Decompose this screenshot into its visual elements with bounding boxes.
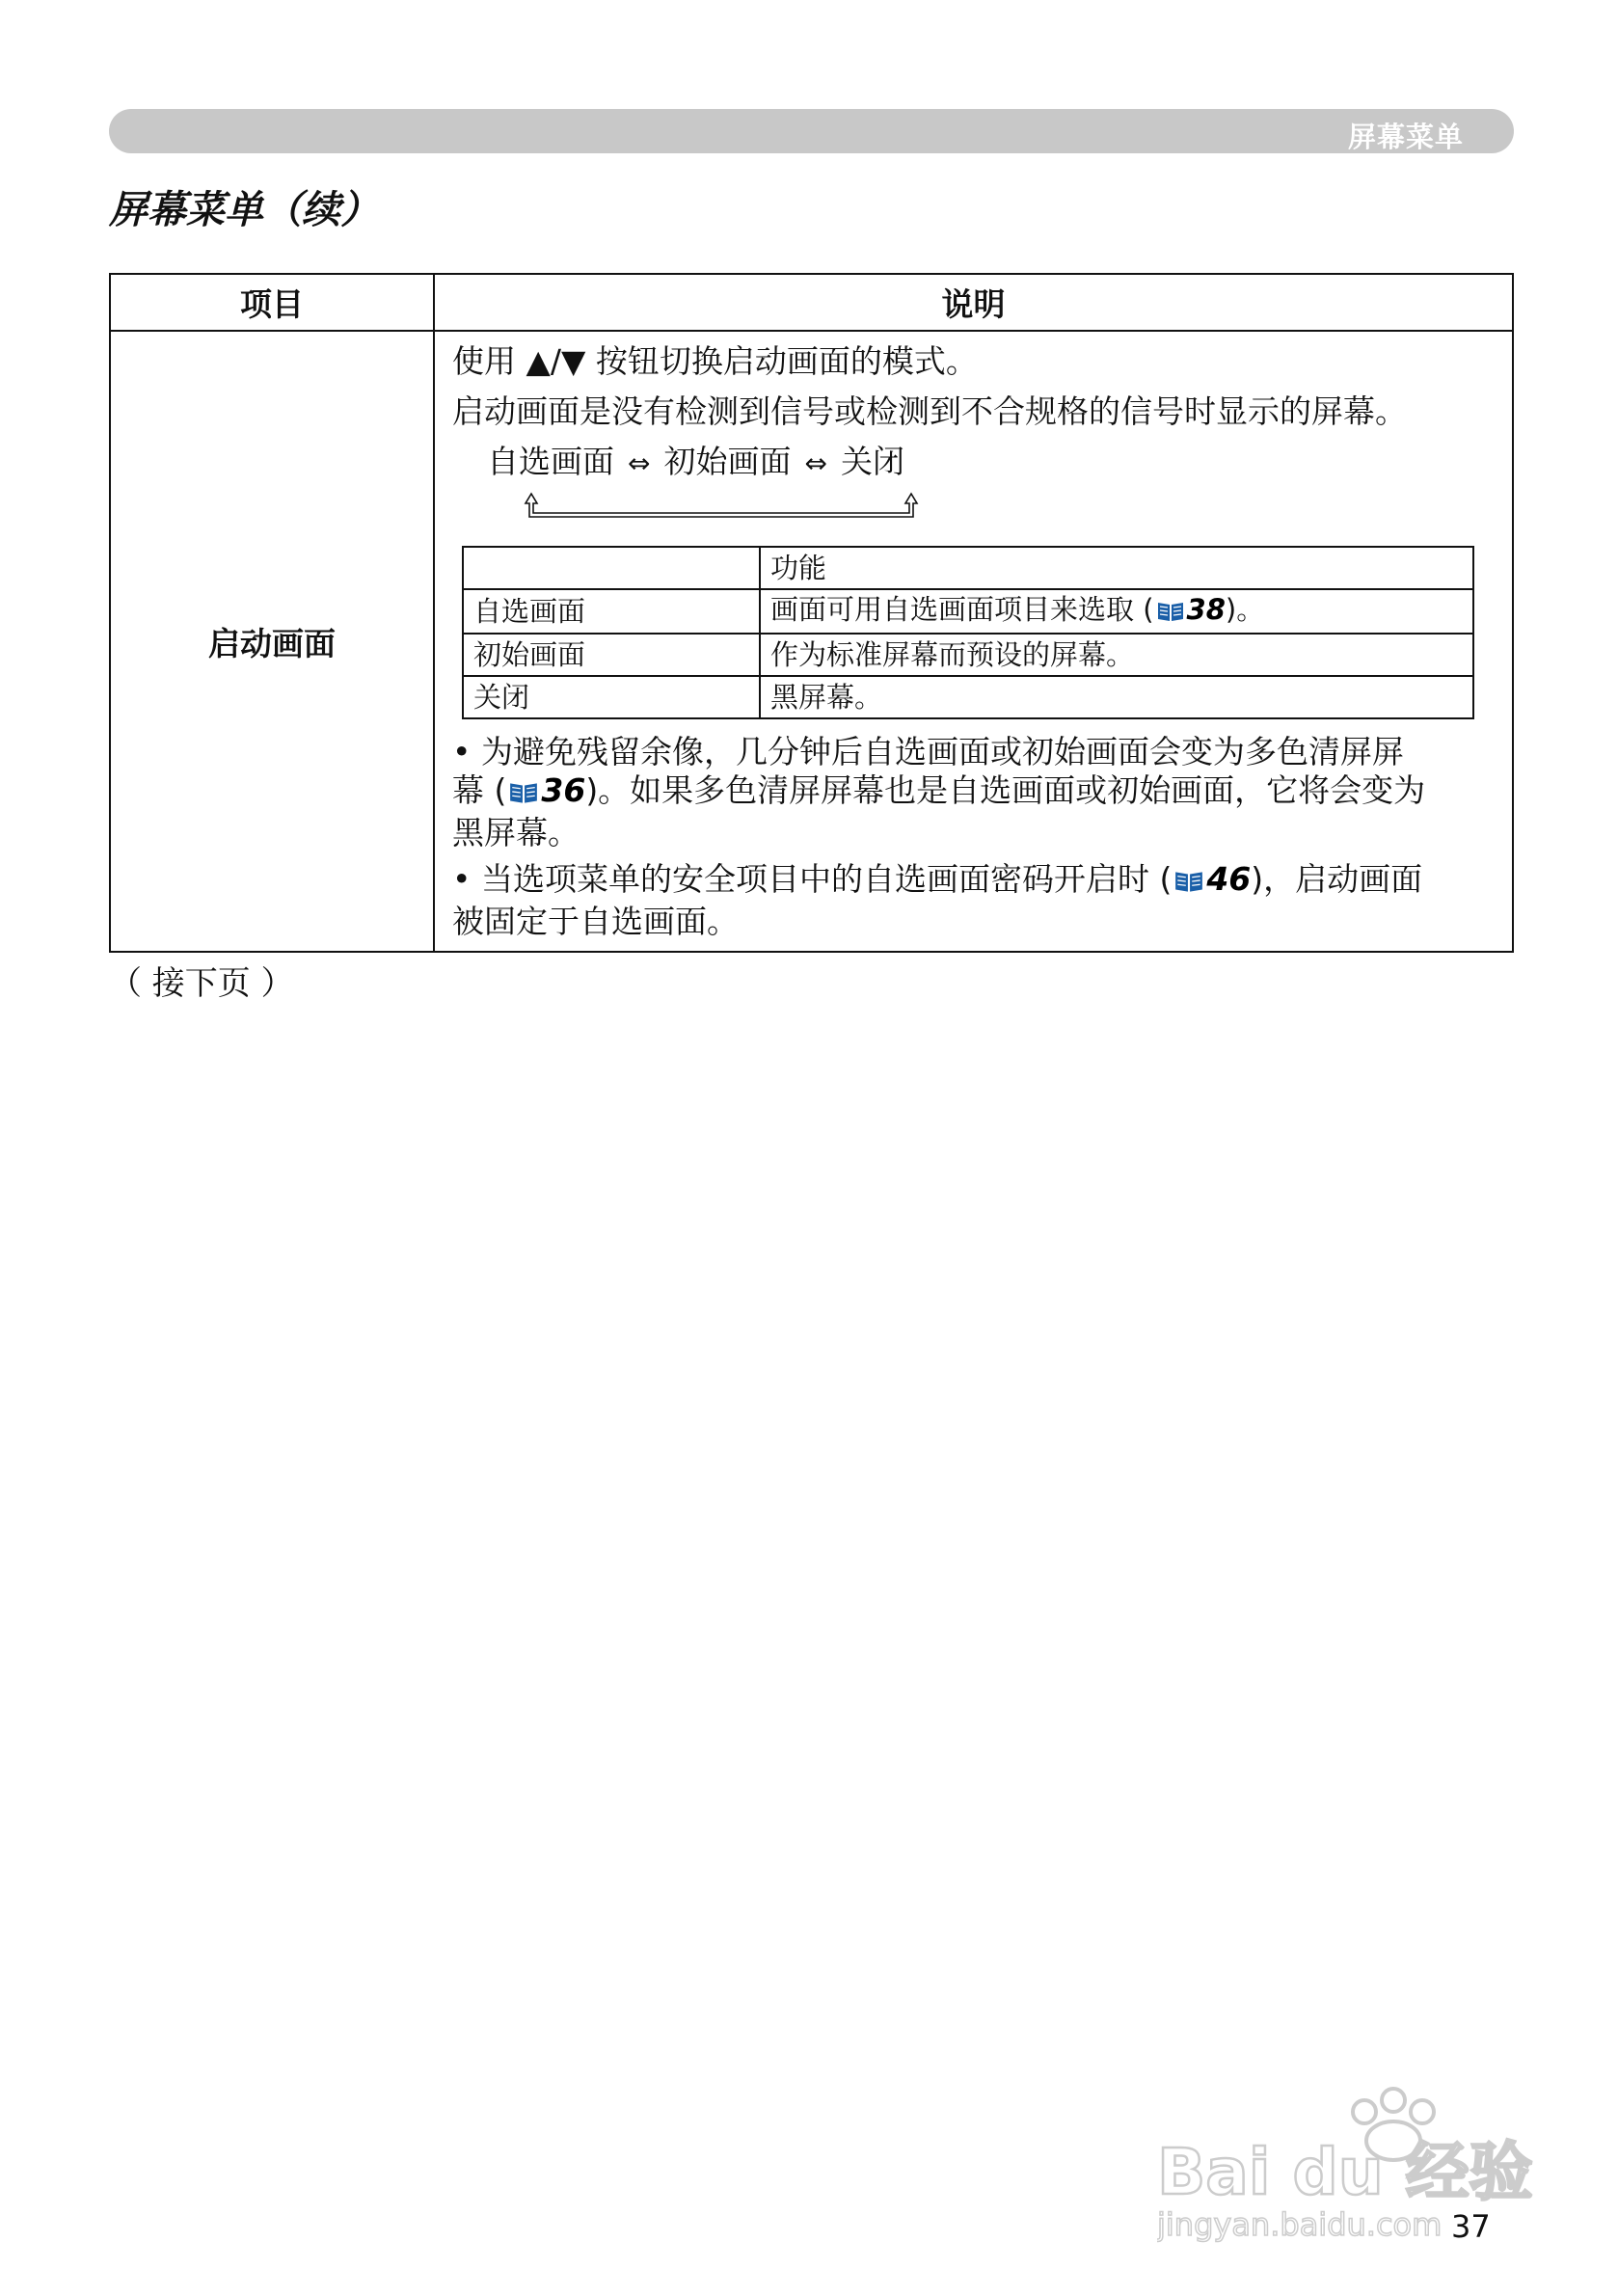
header-description: 说明 [434,274,1513,331]
note-1-line-2 [452,771,1495,814]
table-row [110,331,1513,952]
note-1-text: )。如果多色清屏屏幕也是自选画面或初始画面，它将会变为 [585,771,1426,809]
page-ref[interactable]: 36 [541,771,586,809]
book-icon [1173,864,1204,903]
double-arrow-icon: ⇔ [628,447,651,479]
description-line-2: 启动画面是没有检测到信号或检测到不合规格的信号时显示的屏幕。 [452,392,1407,430]
mode-function [760,589,1473,634]
continued-label: （ 接下页 ） [109,964,294,1003]
cycle-option-1: 自选画面 [487,443,614,480]
sub-table-row [463,676,1473,718]
note-2-line-2: 被固定于自选画面。 [452,903,739,940]
item-name: 启动画面 [110,331,434,952]
header-item: 项目 [110,274,434,331]
note-2-text: • 当选项菜单的安全项目中的自选画面密码开启时 ( [452,860,1173,898]
mode-function: 作为标准屏幕而预设的屏幕。 [760,634,1473,676]
note-1 [452,733,1495,852]
section-title: 屏幕菜单（续） [109,188,379,232]
sub-table-header-row [463,547,1473,589]
loop-arrow-icon [520,486,963,525]
mode-function: 黑屏幕。 [760,676,1473,718]
mode-name: 关闭 [463,676,760,718]
sub-header-function: 功能 [760,547,1473,589]
table-header-row [110,274,1513,331]
cycle-loop-arrow [452,486,1495,525]
sub-table-row [463,634,1473,676]
settings-table [109,273,1514,953]
mode-name: 自选画面 [463,589,760,634]
mode-function-tail: )。 [1225,593,1265,626]
note-1-line-3: 黑屏幕。 [452,814,580,851]
mode-function-text: 画面可用自选画面项目来选取 ( [770,593,1154,626]
note-2 [452,860,1495,941]
description-line-1: 使用 ▲/▼ 按钮切换启动画面的模式。 [452,342,978,380]
mode-cycle [487,440,1495,486]
book-icon [1156,594,1185,633]
note-2-line-1 [452,860,1495,903]
double-arrow-icon: ⇔ [804,447,827,479]
page-number: 37 [1451,2208,1491,2245]
header-label: 屏幕菜单 [1347,121,1464,153]
note-1-text: 幕 ( [452,771,507,809]
sub-header-name [463,547,760,589]
cycle-option-2: 初始画面 [663,443,792,480]
page-ref[interactable]: 38 [1186,593,1226,626]
note-2-text: )，启动画面 [1251,860,1423,898]
cycle-option-3: 关闭 [840,443,904,480]
book-icon [508,775,539,814]
watermark-url: jingyan.baidu.com [1157,2206,1443,2243]
page-ref[interactable]: 46 [1206,860,1252,898]
header-bar [109,109,1514,153]
watermark-brand: Bai du 经验 [1157,2135,1533,2209]
mode-function-table [462,546,1474,719]
note-1-line-1: • 为避免残留余像，几分钟后自选画面或初始画面会变为多色清屏屏 [452,733,1404,770]
description-cell [434,331,1513,952]
sub-table-row [463,589,1473,634]
mode-name: 初始画面 [463,634,760,676]
